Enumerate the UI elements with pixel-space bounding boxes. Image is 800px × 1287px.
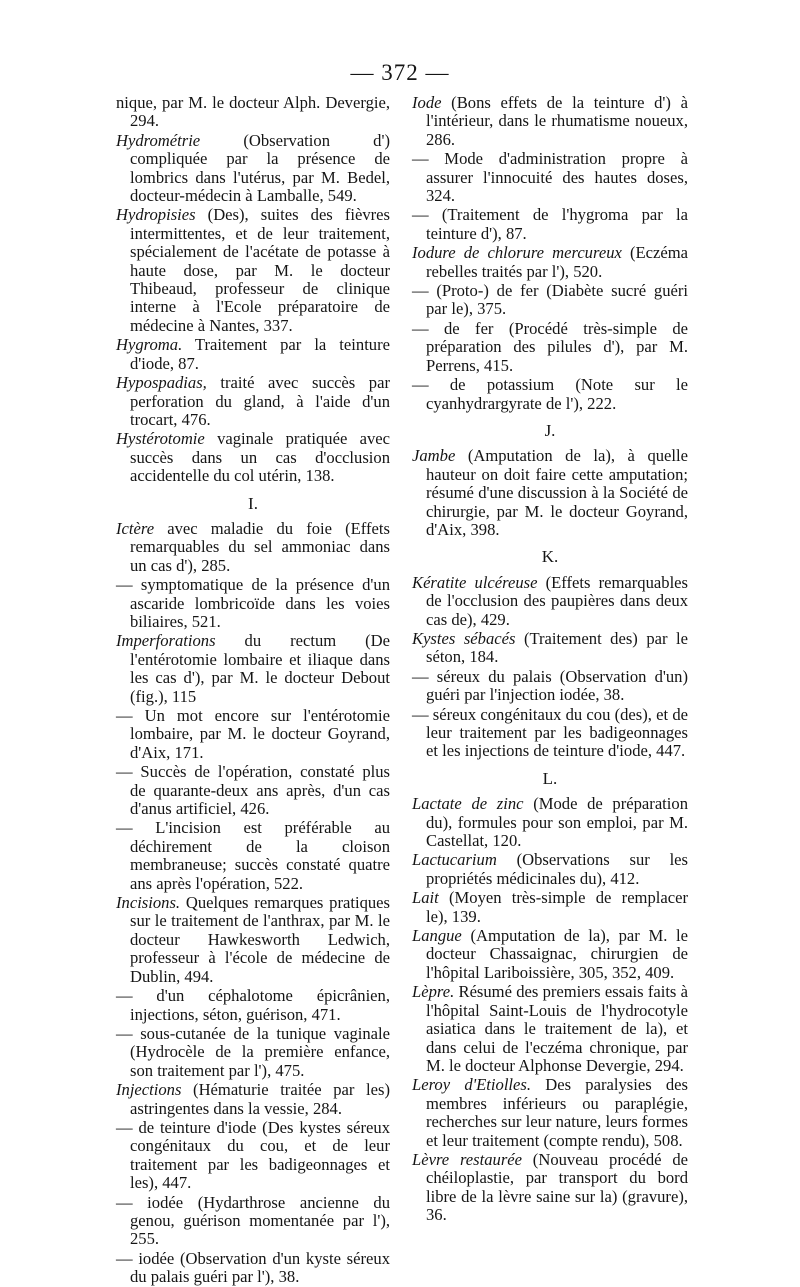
entry-heading: Lèvre restaurée [412, 1149, 523, 1169]
index-entry [412, 150, 688, 205]
entry-text: (Des), suites des fièvres intermittentes, et de leur traitement, spécialement de l'acétate de potasse à haute dose, par M. le docteur Thibeaud, professeur de clinique interne à l'Ecole préparatoire de médecine à Nantes, 337. [130, 205, 390, 335]
entry-heading: Kystes sébacés [412, 628, 516, 648]
entry-text: — de fer (Procédé très-simple de préparation des pilules d'), par M. Perrens, 415. [412, 318, 688, 375]
entry-heading: Hygroma. [116, 335, 183, 355]
entry-text: vaginale pratiquée avec succès dans un cas d'occlusion accidentelle du col utérin, 138. [130, 429, 390, 486]
entry-text: avec maladie du foie (Effets remarquables du sel ammoniac dans un cas d'), 285. [130, 518, 390, 575]
entry-heading: Langue [412, 926, 462, 946]
entry-text: Traitement par la teinture d'iode, 87. [130, 335, 390, 373]
entry-text: — iodée (Observation d'un kyste séreux du palais guéri par l'), 38. [116, 1248, 390, 1287]
entry-text: — (Proto-) de fer (Diabète sucré guéri par le), 375. [412, 281, 688, 319]
entry-text: Des paralysies des membres inférieurs ou paraplégie, recherches sur leur nature, leurs formes et leur traitement (compte rendu), 508. [426, 1075, 688, 1150]
entry-text: (Eczéma rebelles traités par l'), 520. [426, 243, 688, 281]
entry-heading: Lèpre. [412, 982, 455, 1002]
index-entry [116, 1250, 390, 1287]
entry-heading: Hydropisies [116, 205, 196, 225]
index-entry [412, 244, 688, 281]
section-letter: K. [541, 547, 559, 567]
entry-text: (Nouveau procédé de chéiloplastie, par transport du bord libre de la lèvre saine sur la) (gravure), 36. [426, 1149, 688, 1225]
index-entry [412, 94, 688, 149]
index-entry [116, 206, 390, 335]
entry-text: — séreux congénitaux du cou (des), et de leur traitement par les badigeonnages et les injections de teinture d'iode, 447. [412, 704, 688, 761]
entry-text: (Effets remarquables de l'occlusion des paupières dans deux cas de), 429. [426, 572, 689, 629]
index-entry [412, 447, 688, 539]
entry-heading: Ictère [116, 518, 155, 538]
entry-text: — Mode d'administration propre à assurer l'innocuité des hautes doses, 324. [412, 149, 688, 206]
entry-text: — séreux du palais (Observation d'un) guéri par l'injection iodée, 38. [412, 666, 688, 705]
entry-text: — Un mot encore sur l'entérotomie lombaire, par M. le docteur Goyrand, d'Aix, 171. [116, 706, 390, 762]
index-entry [116, 1025, 390, 1080]
index-entry [116, 987, 390, 1024]
entry-text: — d'un céphalotome épicrânien, injections, séton, guérison, 471. [116, 986, 390, 1024]
section-letter: L. [542, 768, 558, 788]
entry-heading: Hydrométrie [116, 130, 201, 150]
entry-text: (Bons effets de la teinture d') à l'intérieur, dans le rhumatisme noueux, 286. [426, 93, 688, 149]
index-entry [116, 430, 390, 485]
entry-text: (Traitement des) par le séton, 184. [426, 628, 688, 667]
index-entry [412, 282, 688, 319]
page-number: — 372 — [350, 60, 450, 85]
entry-text: — iodée (Hydarthrose ancienne du genou, guérison momentanée par l'), 255. [116, 1192, 390, 1249]
index-entry [412, 983, 688, 1075]
index-entry [116, 94, 390, 131]
entry-heading: Kératite ulcéreuse [412, 572, 538, 592]
entry-heading: Lactate de zinc [412, 794, 524, 814]
entry-text: du rectum (De l'entérotomie lombaire et iliaque dans les cas d'), par M. le docteur Debout (fig.), 115 [130, 631, 390, 706]
entry-heading: Lait [412, 888, 439, 908]
entry-heading: Lactucarium [412, 850, 497, 870]
entry-heading: Incisions. [116, 893, 181, 913]
entry-text: (Amputation de la), à quelle hauteur on doit faire cette amputation; résumé d'une discussion à la Société de chirurgie, par M. le docteur Goyrand, d'Aix, 398. [426, 446, 688, 539]
entry-text: — symptomatique de la présence d'un ascaride lombricoïde dans les voies biliaires, 521. [116, 575, 390, 631]
index-entry [412, 206, 688, 243]
index-entry [412, 376, 688, 413]
index-entry [116, 632, 390, 706]
entry-text: — L'incision est préférable au déchirement de la cloison membraneuse; succès constaté quatre ans après l'opération, 522. [116, 818, 390, 893]
entry-text: (Moyen très-simple de remplacer le), 139. [426, 888, 688, 926]
entry-text: — (Traitement de l'hygroma par la teinture d'), 87. [412, 205, 688, 243]
index-entry [116, 132, 390, 206]
entry-text: (Amputation de la), par M. le docteur Chassaignac, chirurgien de l'hôpital Lariboissière, 305, 352, 409. [426, 926, 688, 982]
index-column-left [116, 94, 390, 1287]
entry-text: Quelques remarques pratiques sur le traitement de l'anthrax, par M. le docteur Hawkesworth Ledwich, professeur à l'école de médecine de Dublin, 494. [130, 893, 390, 986]
entry-text: — Succès de l'opération, constaté plus de quarante-deux ans après, d'un cas d'anus artificiel, 426. [116, 762, 390, 819]
index-entry [412, 1076, 688, 1150]
entry-text: traité avec succès par perforation du gland, à l'aide d'un trocart, 476. [130, 373, 390, 429]
index-entry [412, 574, 688, 629]
entry-heading: Hystérotomie [116, 429, 205, 449]
index-entry [412, 927, 688, 982]
index-entry [412, 889, 688, 926]
entry-text: Résumé des premiers essais faits à l'hôpital Saint-Louis de l'hydrocotyle asiatica dans le traitement de la), et dans celui de l'eczéma chronique, par M. le docteur Alphonse Devergie, 294. [426, 982, 688, 1075]
entry-text: (Hématurie traitée par les) astringentes dans la vessie, 284. [130, 1080, 390, 1118]
entry-heading: Hypospadias, [116, 373, 207, 393]
entry-text: (Observation d') compliquée par la présence de lombrics dans l'utérus, par M. Bedel, docteur-médecin à Lamballe, 549. [130, 130, 390, 206]
section-letter: I. [248, 493, 258, 513]
section-letter: J. [544, 420, 556, 440]
index-column-right [412, 94, 688, 1225]
entry-text: (Mode de préparation du), formules pour son emploi, par M. Castellat, 120. [426, 794, 688, 851]
entry-text: — sous-cutanée de la tunique vaginale (Hydrocèle de la première enfance, son traitement par l'), 475. [116, 1023, 390, 1080]
index-entry [116, 576, 390, 631]
index-entry [412, 668, 688, 705]
entry-heading: Imperforations [116, 631, 216, 651]
entry-heading: Iodure de chlorure mercureux [412, 243, 622, 263]
entry-text: nique, par M. le docteur Alph. Devergie, 294. [116, 93, 390, 131]
index-entry [116, 1119, 390, 1193]
index-entry [116, 707, 390, 762]
index-entry [116, 894, 390, 986]
entry-text: (Observations sur les propriétés médicinales du), 412. [426, 850, 688, 888]
entry-text: — de teinture d'iode (Des kystes séreux congénitaux du cou, et de leur traitement par les badigeonnages et les), 447. [116, 1117, 390, 1193]
entry-text: — de potassium (Note sur le cyanhydrargyrate de l'), 222. [412, 375, 688, 413]
index-entry [116, 336, 390, 373]
entry-heading: Jambe [412, 446, 456, 466]
index-entry [116, 1194, 390, 1249]
index-entry [116, 819, 390, 893]
index-entry [116, 374, 390, 429]
index-entry [116, 763, 390, 818]
entry-heading: Leroy d'Etiolles. [412, 1075, 532, 1095]
index-entry [412, 1151, 688, 1225]
index-entry [412, 630, 688, 667]
index-entry [116, 520, 390, 575]
index-entry [412, 851, 688, 888]
index-entry [412, 320, 688, 375]
index-entry [116, 1081, 390, 1118]
index-entry [412, 795, 688, 850]
entry-heading: Iode [412, 93, 442, 112]
index-entry [412, 706, 688, 761]
entry-heading: Injections [116, 1080, 182, 1100]
